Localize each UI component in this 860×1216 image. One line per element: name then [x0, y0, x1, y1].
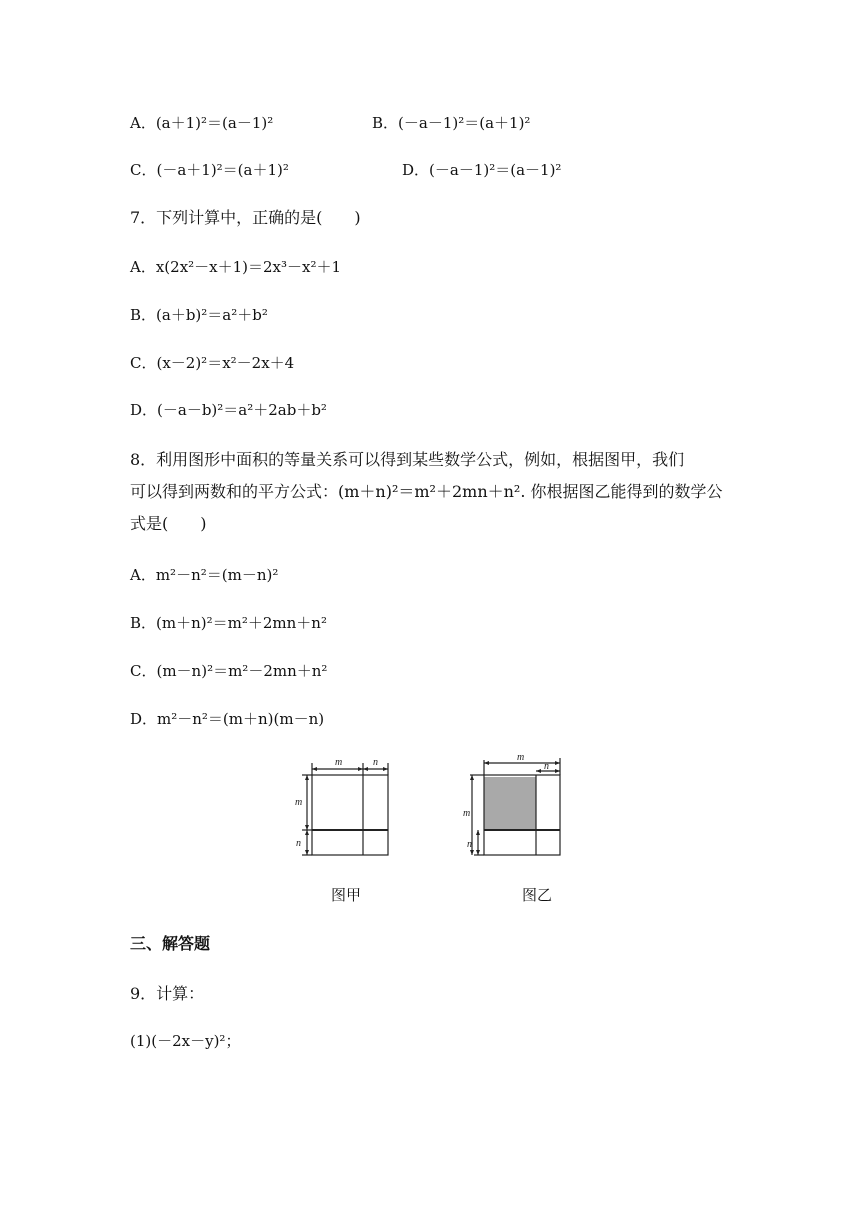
fig2-shaded-square [484, 777, 536, 830]
q9-part-1: (1)(－2x－y)²； [130, 1032, 241, 1050]
fig1-label-n-side: n [296, 838, 301, 849]
q6-option-b: B．(－a－1)²＝(a＋1)² [372, 114, 531, 132]
section-3-title: 三、解答题 [130, 934, 211, 953]
fig2-label-m-top: m [517, 752, 525, 763]
q7-option-b: B．(a＋b)²＝a²＋b² [130, 306, 268, 324]
fig1-label-m-top: m [335, 757, 343, 768]
q8-option-b: B．(m＋n)²＝m²＋2mn＋n² [130, 614, 327, 632]
q9-stem: 9．计算： [130, 984, 205, 1003]
figure-jia [290, 755, 400, 863]
q8-option-d: D．m²－n²＝(m＋n)(m－n) [130, 710, 325, 728]
fig2-label-n-side: n [467, 839, 472, 850]
q8-stem-line2: 可以得到两数和的平方公式：(m＋n)²＝m²＋2mn＋n². 你根据图乙能得到的数学公 [130, 482, 723, 501]
fig2-label-m-side: m [463, 808, 471, 819]
q8-stem-line1: 8．利用图形中面积的等量关系可以得到某些数学公式，例如，根据图甲，我们 [130, 450, 685, 469]
q7-option-c: C．(x－2)²＝x²－2x＋4 [130, 354, 295, 372]
fig1-caption: 图甲 [331, 886, 362, 904]
fig1-outer-square [312, 775, 388, 855]
q7-stem: 7．下列计算中，正确的是( ) [130, 208, 361, 227]
q8-stem-line3: 式是( ) [130, 514, 207, 533]
fig1-label-m-side: m [295, 797, 303, 808]
fig1-label-n-top: n [373, 757, 378, 768]
q8-option-c: C．(m－n)²＝m²－2mn＋n² [130, 662, 328, 680]
q7-option-a: A．x(2x²－x＋1)＝2x³－x²＋1 [130, 258, 342, 276]
q6-option-d: D．(－a－1)²＝(a－1)² [402, 161, 562, 179]
fig2-caption: 图乙 [522, 886, 553, 904]
q8-option-a: A．m²－n²＝(m－n)² [130, 566, 279, 584]
fig2-label-n-top: n [544, 761, 549, 772]
q6-option-c: C．(－a＋1)²＝(a＋1)² [130, 161, 289, 179]
q6-option-a: A．(a＋1)²＝(a－1)² [130, 114, 274, 132]
q7-option-d: D．(－a－b)²＝a²＋2ab＋b² [130, 401, 327, 419]
figure-yi [458, 750, 568, 862]
